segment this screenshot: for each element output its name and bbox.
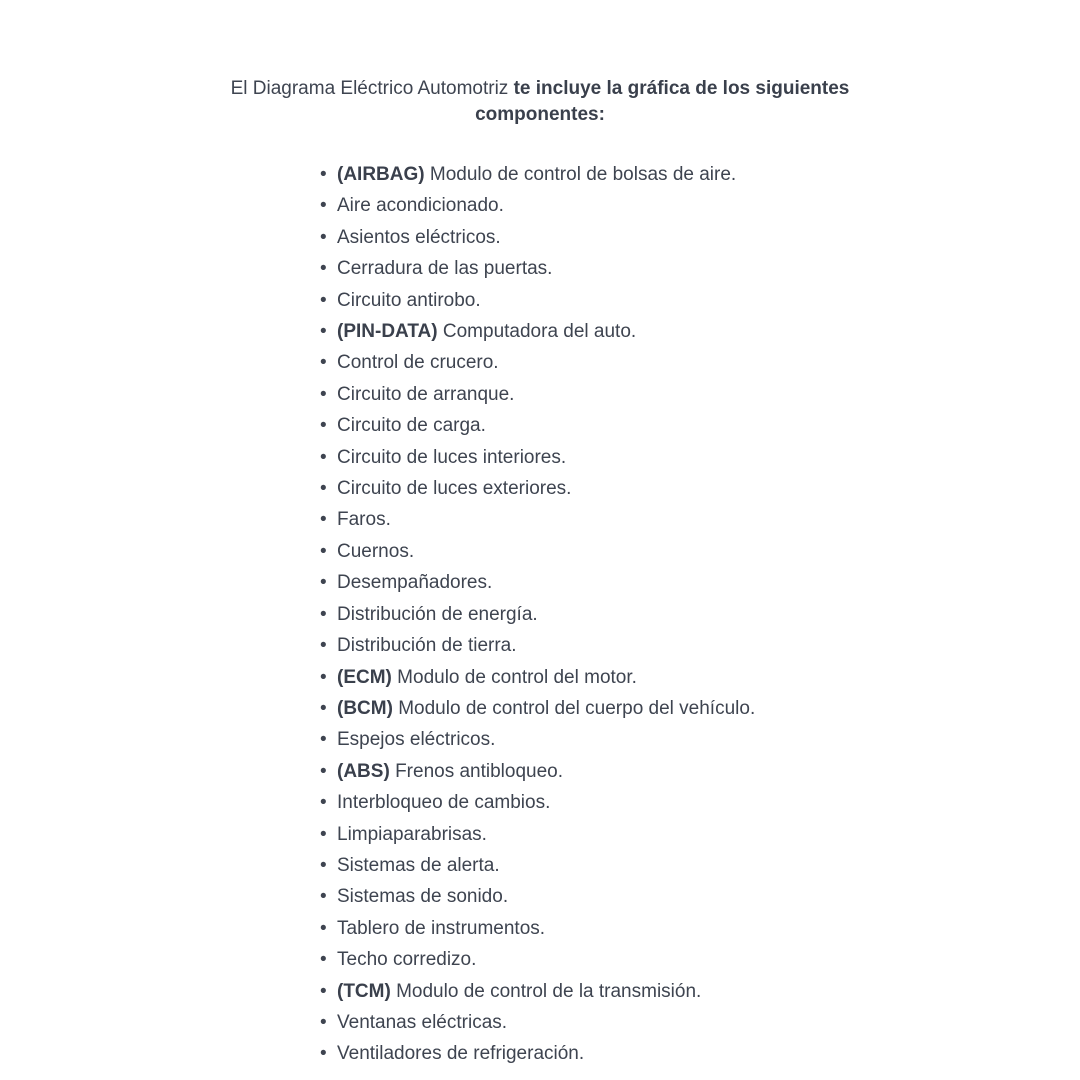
list-item [337,881,1080,912]
list-item [337,662,1080,693]
list-item [337,536,1080,567]
component-text: Modulo de control de la transmisión. [396,980,702,1002]
component-text: Distribución de energía. [337,603,538,625]
components-list [337,159,1080,1070]
component-text: Control de crucero. [337,352,499,374]
list-item [337,850,1080,881]
list-item [337,190,1080,221]
list-item [337,1007,1080,1038]
component-tag: (ECM) [337,666,392,688]
list-item [337,913,1080,944]
component-text: Circuito de arranque. [337,383,515,405]
component-text: Circuito de carga. [337,415,486,437]
list-item [337,473,1080,504]
component-text: Desempañadores. [337,572,493,594]
component-text: Faros. [337,509,391,531]
component-text: Limpiaparabrisas. [337,823,487,845]
component-text: Circuito de luces exteriores. [337,478,572,500]
list-item [337,253,1080,284]
list-item [337,599,1080,630]
component-text: Distribución de tierra. [337,635,517,657]
component-text: Modulo de control de bolsas de aire. [429,164,737,185]
component-text: Cerradura de las puertas. [337,258,553,280]
component-text: Ventanas eléctricas. [337,1011,508,1033]
list-item [337,756,1080,787]
component-tag: (TCM) [337,980,391,1002]
list-item [337,630,1080,661]
component-tag: (BCM) [337,697,393,719]
component-text: Ventiladores de refrigeración. [337,1043,585,1065]
component-tag: (PIN-DATA) [337,321,438,343]
list-item [337,567,1080,598]
component-text: Sistemas de sonido. [337,886,509,908]
page-title-normal: El Diagrama Eléctrico Automotriz [230,78,514,99]
list-item [337,787,1080,818]
component-text: Techo corredizo. [337,949,477,971]
list-item [337,693,1080,724]
list-item [337,504,1080,535]
list-item [337,944,1080,975]
component-text: Cuernos. [337,540,415,562]
page-title-bold: te incluye la gráfica de los siguientes componentes: [475,78,850,125]
component-text: Interbloqueo de cambios. [337,792,551,814]
list-item [337,819,1080,850]
component-text: Asientos eléctricos. [337,226,501,248]
list-item [337,285,1080,316]
list-item [337,410,1080,441]
component-text: Tablero de instrumentos. [337,917,546,939]
component-text: Computadora del auto. [442,321,637,343]
list-item [337,159,1080,190]
component-text: Frenos antibloqueo. [395,760,564,782]
page-title [228,76,853,128]
list-item [337,347,1080,378]
component-text: Modulo de control del motor. [397,666,637,688]
list-item [337,976,1080,1007]
list-item [337,222,1080,253]
component-text: Circuito antirobo. [337,289,481,311]
list-item [337,1038,1080,1069]
list-item [337,379,1080,410]
component-text: Circuito de luces interiores. [337,446,567,468]
component-text: Sistemas de alerta. [337,854,500,876]
list-item [337,442,1080,473]
component-text: Modulo de control del cuerpo del vehículo. [398,697,756,719]
component-tag: (ABS) [337,760,390,782]
list-item [337,724,1080,755]
component-tag: (AIRBAG) [337,164,425,185]
component-text: Aire acondicionado. [337,195,504,217]
list-item [337,316,1080,347]
component-text: Espejos eléctricos. [337,729,496,751]
